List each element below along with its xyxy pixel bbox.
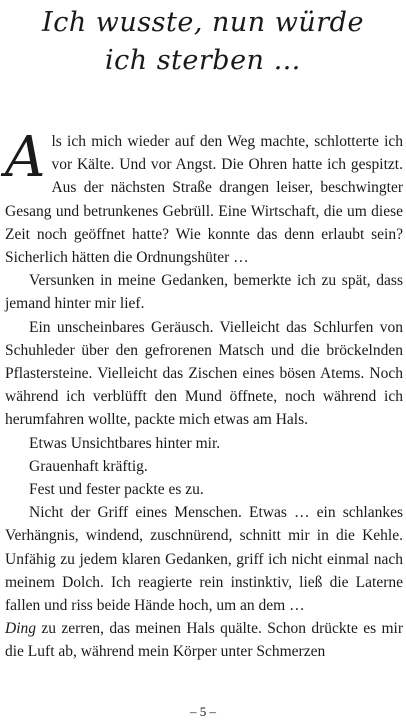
paragraph-7: [5, 501, 403, 663]
chapter-title-line-2: ich sterben …: [104, 45, 302, 76]
paragraph-7-tail: zu zerren, das meinen Hals quälte. Schon drückte es mir die Luft ab, während mein Körper unter Schmerzen: [5, 620, 404, 661]
chapter-title-line-1: Ich wusste, nun würde: [42, 7, 364, 38]
paragraph-7-text: Nicht der Griff eines Menschen. Etwas … ein schlankes Verhängnis, windend, zuschnürend, schnitt mir in die Kehle. Unfähig zu jedem klaren Gedanken, griff ich nicht einmal nach meinem Dolch. Ich reagierte rein instinktiv, ließ die Laterne fallen und riss beide Hände hoch, um an dem …: [5, 504, 403, 615]
paragraph-5: Grauenhaft kräftig.: [29, 457, 148, 475]
paragraph-2: Versunken in meine Gedanken, bemerkte ich zu spät, dass jemand hinter mir lief.: [5, 272, 403, 313]
drop-cap: A: [5, 125, 46, 190]
paragraph-1-text: ls ich mich wieder auf den Weg machte, schlotterte ich vor Kälte. Und vor Angst. Die Ohren hatte ich gespitzt. Aus der nächsten Straße drangen leiser, beschwingter Gesang und betrunkenes Gebrüll. Eine Wirtschaft, die um diese Zeit noch geöffnet hatte? Wie konnte das denn erlaubt sein? Sicherlich hätten die Ordnungshüter …: [5, 133, 403, 267]
paragraph-7-italic-word: Ding: [5, 620, 36, 638]
page-number: – 5 –: [190, 704, 216, 719]
paragraph-1: [5, 125, 403, 269]
chapter-title: [0, 4, 406, 80]
body-text: [5, 125, 404, 664]
paragraph-4: Etwas Unsichtbares hinter mir.: [29, 434, 221, 452]
paragraph-6: Fest und fester packte es zu.: [29, 481, 204, 499]
paragraph-3: Ein unscheinbares Geräusch. Vielleicht das Schlurfen von Schuhleder über den gefrorenen Matsch und die bröckelnden Pflastersteine. Vielleicht das Zischen eines bösen Atems. Noch während ich verblüfft den Mund öffnete, noch während ich herumfahren wollte, packte mich etwas am Hals.: [5, 318, 403, 429]
